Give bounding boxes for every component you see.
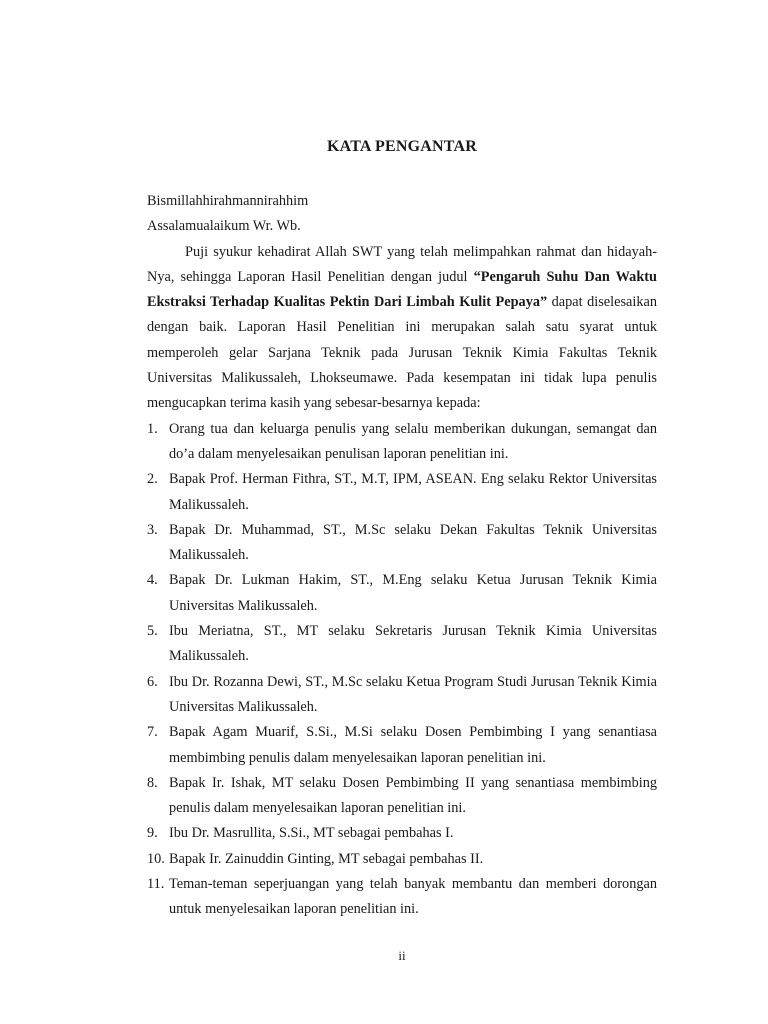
list-item-number: 2.	[147, 471, 158, 488]
page-number: ii	[398, 948, 406, 963]
list-item-text: Bapak Dr. Muhammad, ST., M.Sc selaku Dekan Fakultas Teknik Universitas Malikussaleh.	[169, 521, 657, 564]
list-item	[147, 847, 657, 872]
intro-text-part1: Puji syukur kehadirat Allah SWT yang telah melimpahkan rahmat dan hidayah-Nya, sehingga Laporan Hasil Penelitian dengan judul	[147, 243, 657, 285]
list-item	[147, 467, 657, 518]
research-title: “Pengaruh Suhu Dan Waktu Ekstraksi Terhadap Kualitas Pektin Dari Limbah Kulit Pepaya”	[147, 268, 657, 311]
document-body	[147, 189, 657, 923]
list-item-text: Bapak Prof. Herman Fithra, ST., M.T, IPM, ASEAN. Eng selaku Rektor Universitas Malikussaleh.	[169, 471, 657, 513]
list-item	[147, 821, 657, 846]
list-item	[147, 720, 657, 771]
list-item-text: Ibu Dr. Masrullita, S.Si., MT sebagai pembahas I.	[169, 825, 454, 842]
list-item	[147, 872, 657, 923]
list-item-number: 3.	[147, 521, 158, 538]
list-item-text: Teman-teman seperjuangan yang telah banyak membantu dan memberi dorongan untuk menyelesaikan laporan penelitian ini.	[169, 876, 657, 918]
list-item-number: 9.	[147, 825, 158, 842]
list-item	[147, 518, 657, 569]
list-item-text: Bapak Ir. Zainuddin Ginting, MT sebagai pembahas II.	[169, 850, 484, 867]
list-item	[147, 619, 657, 670]
list-item-number: 4.	[147, 572, 158, 589]
opening-bismillah: Bismillahhirahmannirahhim	[147, 193, 309, 209]
intro-text-part2: dapat diselesaikan dengan baik. Laporan Hasil Penelitian ini merupakan salah satu syarat untuk memperoleh gelar Sarjana Teknik pada Jurusan Teknik Kimia Fakultas Teknik Universitas Malikussaleh, Lhokseumawe. Pada kesempatan ini tidak lupa penulis mengucapkan terima kasih yang sebesar-besarnya kepada:	[147, 294, 657, 412]
list-item-number: 1.	[147, 420, 158, 437]
list-item-number: 5.	[147, 623, 158, 640]
list-item-text: Bapak Ir. Ishak, MT selaku Dosen Pembimbing II yang senantiasa membimbing penulis dalam menyelesaikan laporan penelitian ini.	[169, 774, 657, 817]
document-page	[147, 0, 657, 1024]
list-item-number: 7.	[147, 724, 158, 741]
list-item-text: Orang tua dan keluarga penulis yang selalu memberikan dukungan, semangat dan do’a dalam menyelesaikan penulisan laporan penelitian ini.	[169, 420, 657, 462]
list-item-number: 8.	[147, 774, 158, 791]
list-item-number: 6.	[147, 673, 158, 690]
list-item-number: 10.	[147, 850, 165, 867]
opening-salam: Assalamualaikum Wr. Wb.	[147, 218, 301, 235]
list-item	[147, 568, 657, 619]
list-item-text: Bapak Agam Muarif, S.Si., M.Si selaku Dosen Pembimbing I yang senantiasa membimbing penulis dalam menyelesaikan laporan penelitian ini.	[169, 724, 657, 766]
list-item	[147, 771, 657, 822]
list-item-text: Ibu Dr. Rozanna Dewi, ST., M.Sc selaku Ketua Program Studi Jurusan Teknik Kimia Universitas Malikussaleh.	[169, 673, 657, 715]
page-title: KATA PENGANTAR	[327, 138, 477, 155]
list-item	[147, 417, 657, 468]
list-item-text: Bapak Dr. Lukman Hakim, ST., M.Eng selaku Ketua Jurusan Teknik Kimia Universitas Malikussaleh.	[169, 572, 657, 614]
list-item	[147, 670, 657, 721]
list-item-number: 11.	[147, 876, 165, 893]
intro-paragraph	[147, 240, 657, 417]
list-item-text: Ibu Meriatna, ST., MT selaku Sekretaris Jurusan Teknik Kimia Universitas Malikussaleh.	[169, 623, 657, 665]
acknowledgement-list	[147, 417, 657, 923]
